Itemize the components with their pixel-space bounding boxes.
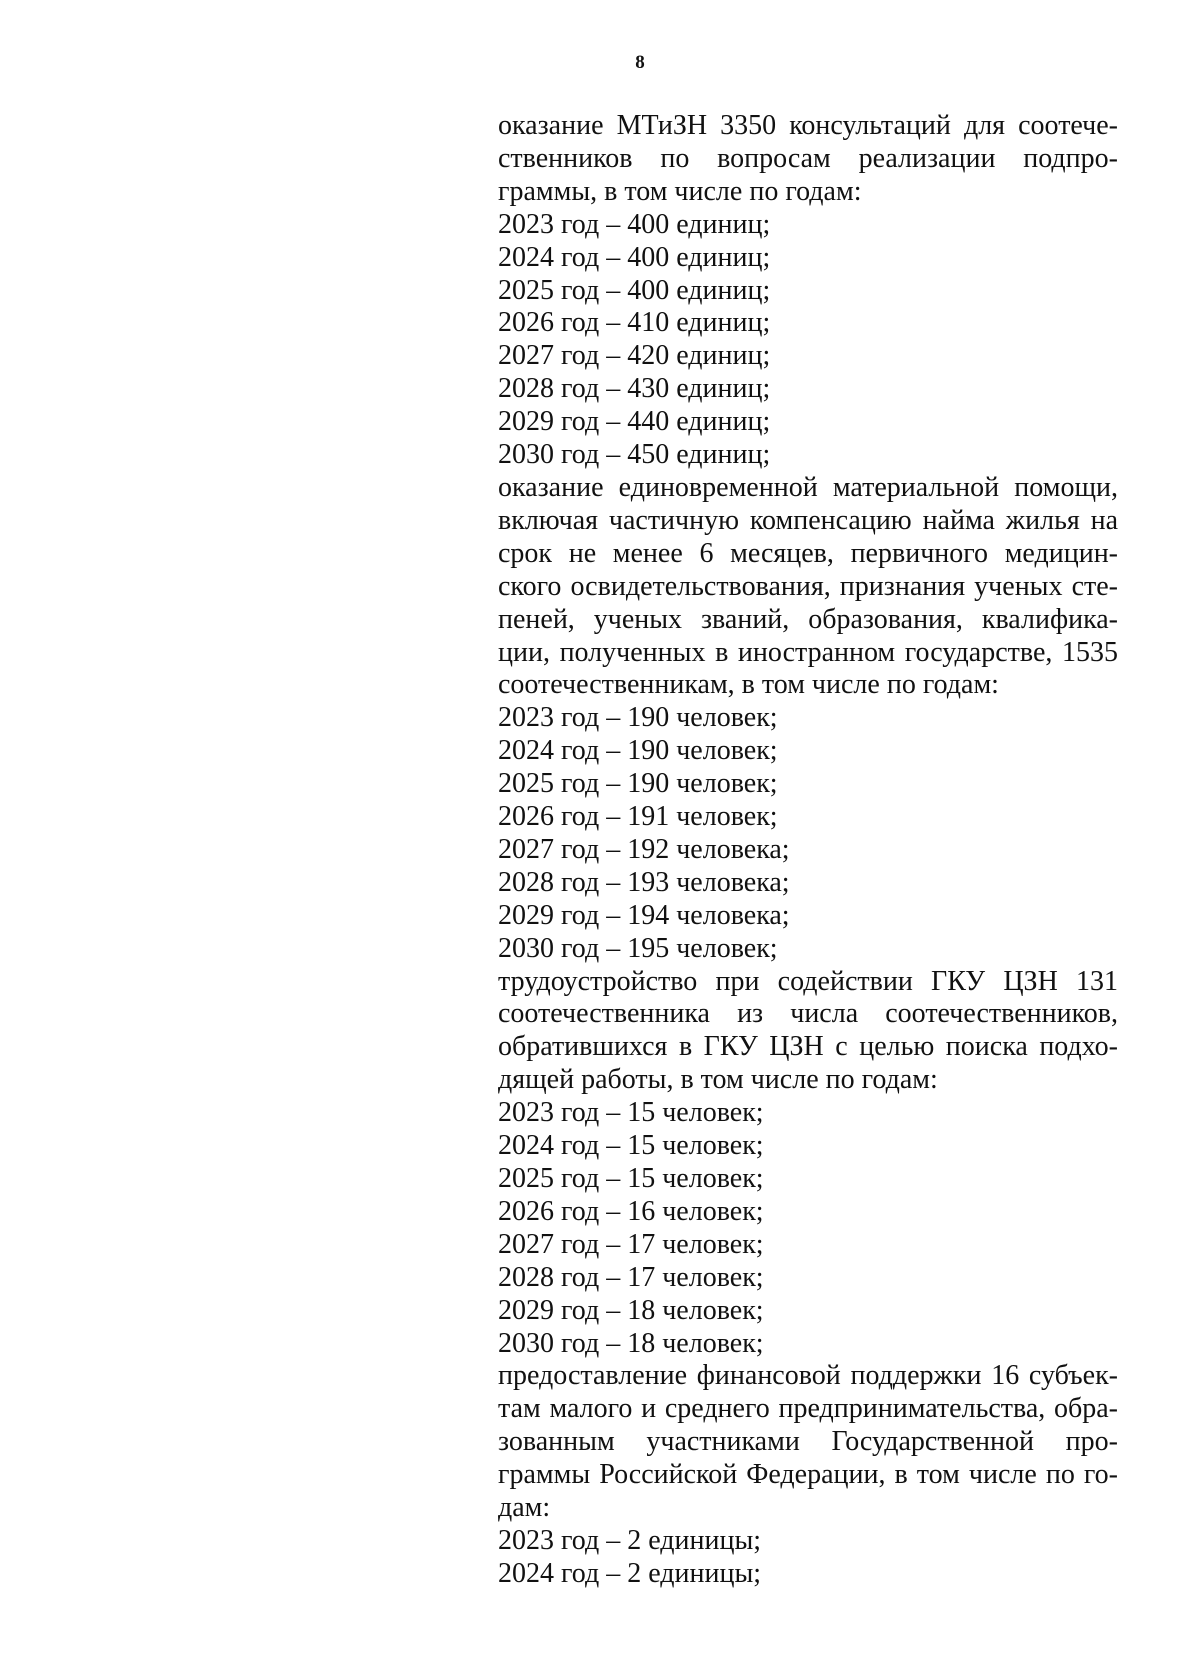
list-item: 2024 год – 2 единицы;	[498, 1557, 762, 1589]
paragraph-material-aid: оказание единовременной материальной помощи, включая частичную компенсацию найма жилья на срок не менее 6 месяцев, первичного медицин-ского освидетельствования, признания ученых сте-пеней, ученых званий, образования, квалифика-ции, полученных в иностранном государстве, 1535 соотечественникам, в том числе по годам:	[498, 471, 1118, 701]
list-item: 2030 год – 18 человек;	[498, 1327, 764, 1359]
list-item: 2027 год – 420 единиц;	[498, 340, 771, 372]
list-item: 2025 год – 15 человек;	[498, 1163, 764, 1194]
paragraph-financial-support: предоставление финансовой поддержки 16 субъек-там малого и среднего предпринимательства, обра-зованным участниками Государственной про-граммы Российской Федерации, в том числе по го-дам:	[498, 1360, 1118, 1524]
list-item: 2028 год – 430 единиц;	[498, 373, 771, 405]
list-item: 2025 год – 190 человек;	[498, 768, 778, 800]
list-item: 2030 год – 450 единиц;	[498, 439, 771, 471]
list-item: 2023 год – 400 единиц;	[498, 208, 771, 240]
list-item: 2023 год – 15 человек;	[498, 1097, 764, 1129]
paragraph-consultations: оказание МТиЗН 3350 консультаций для соотече-ственников по вопросам реализации подпро-граммы, в том числе по годам:	[498, 110, 1118, 207]
list-item: 2029 год – 18 человек;	[498, 1294, 764, 1326]
list-item: 2026 год – 191 человек;	[498, 801, 778, 833]
list-item: 2030 год – 195 человек;	[498, 932, 778, 964]
list-item: 2027 год – 17 человек;	[498, 1228, 764, 1260]
list-item: 2029 год – 440 единиц;	[498, 406, 771, 438]
section-material-aid	[498, 472, 1118, 966]
list-item: 2024 год – 15 человек;	[498, 1130, 764, 1162]
list-item: 2023 год – 190 человек;	[498, 702, 778, 734]
list-item: 2023 год – 2 единицы;	[498, 1524, 762, 1556]
section-consultations	[498, 110, 1118, 472]
list-item: 2026 год – 410 единиц;	[498, 307, 771, 339]
list-item: 2025 год – 400 единиц;	[498, 274, 771, 306]
list-item: 2027 год – 192 человека;	[498, 833, 790, 865]
list-item: 2028 год – 17 человек;	[498, 1261, 764, 1293]
list-item: 2024 год – 190 человек;	[498, 735, 778, 767]
list-item: 2028 год – 193 человека;	[498, 866, 790, 898]
list-item: 2026 год – 16 человек;	[498, 1195, 764, 1227]
list-item: 2024 год – 400 единиц;	[498, 241, 771, 273]
page-number: 8	[635, 52, 645, 73]
document-body	[498, 110, 1118, 1591]
section-financial-support	[498, 1360, 1118, 1590]
list-item: 2029 год – 194 человека;	[498, 899, 790, 931]
paragraph-employment: трудоустройство при содействии ГКУ ЦЗН 131 соотечественника из числа соотечественников, обратившихся в ГКУ ЦЗН с целью поиска подхо-дящей работы, в том числе по годам:	[498, 965, 1118, 1096]
section-employment	[498, 966, 1118, 1361]
